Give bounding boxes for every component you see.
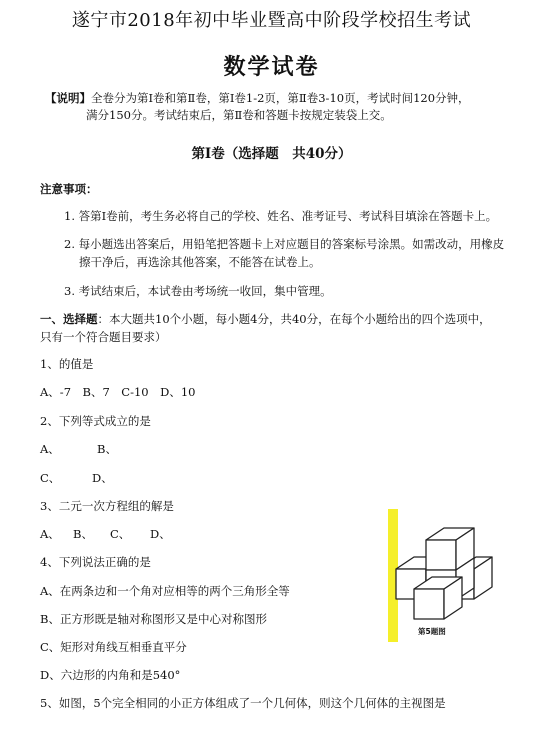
question-4-option-d: D、六边形的内角和是540°	[40, 668, 181, 682]
figure-caption: 第5题图	[418, 627, 446, 636]
question-3: 3、二元一次方程组的解是	[40, 499, 174, 513]
instructions-line2: 满分150分。考试结束后，第Ⅱ卷和答题卡按规定装袋上交。	[86, 108, 392, 122]
question-2: 2、下列等式成立的是	[40, 414, 151, 428]
cube-geometry	[396, 528, 492, 619]
question-2-option-d: D、	[92, 471, 113, 485]
question-4-option-c: C、矩形对角线互相垂直平分	[40, 640, 187, 654]
notice-item-2: 2. 每小题选出答案后，用铅笔把答题卡上对应题目的答案标号涂黑。如需改动，用橡皮	[64, 237, 505, 251]
question-4-option-b: B、正方形既是轴对称图形又是中心对称图形	[40, 612, 267, 626]
part1-line1	[40, 311, 491, 327]
part1-text: ：本大题共10个小题，每小题4分，共40分，在每个小题给出的四个选项中，	[97, 312, 491, 326]
question-3-option-d: D、	[150, 527, 171, 541]
exam-title: 遂宁市2018年初中毕业暨高中阶段学校招生考试	[71, 10, 472, 31]
notice-item-3: 3. 考试结束后，本试卷由考场统一收回，集中管理。	[64, 284, 332, 298]
question-1: 1、的值是	[40, 357, 94, 371]
instructions-line1	[45, 89, 470, 108]
question-5: 5、如图，5个完全相同的小正方体组成了一个几何体，则这个几何体的主视图是	[40, 696, 446, 710]
question-2-option-c: C、	[40, 471, 61, 485]
instructions-tag: 【说明】	[45, 91, 91, 105]
part1-heading: 一、选择题	[40, 312, 98, 326]
instructions-text1: 全卷分为第Ⅰ卷和第Ⅱ卷，第Ⅰ卷1-2页，第Ⅱ卷3-10页，考试时间120分钟，	[91, 91, 470, 105]
question-2-option-b: B、	[97, 442, 117, 456]
question-3-option-c: C、	[110, 527, 131, 541]
question-4-option-a: A、在两条边和一个角对应相等的两个三角形全等	[40, 584, 290, 598]
notice-heading: 注意事项：	[40, 182, 98, 196]
question-4: 4、下列说法正确的是	[40, 555, 151, 569]
section-title: 第Ⅰ卷（选择题 共40分）	[191, 146, 352, 162]
exam-subject: 数学试卷	[223, 54, 320, 80]
question-3-option-b: B、	[73, 527, 93, 541]
notice-item-1: 1. 答第Ⅰ卷前，考生务必将自己的学校、姓名、准考证号、考试科目填涂在答题卡上。	[64, 209, 498, 223]
notice-item-2-cont: 擦干净后，再选涂其他答案，不能答在试卷上。	[79, 255, 321, 269]
question-1-options: A、-7 B、7 C-10 D、10	[40, 385, 196, 399]
figure-cubes	[388, 509, 496, 642]
part1-line2: 只有一个符合题目要求）	[40, 330, 167, 344]
question-2-option-a: A、	[40, 442, 60, 456]
question-3-option-a: A、	[40, 527, 60, 541]
